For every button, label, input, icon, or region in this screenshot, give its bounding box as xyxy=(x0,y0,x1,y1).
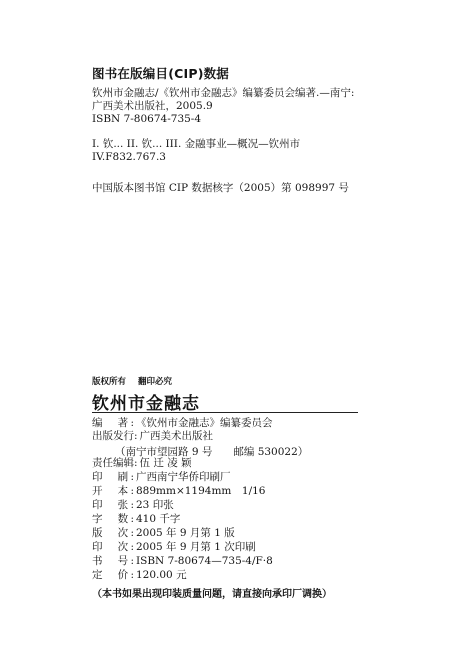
row-printer xyxy=(92,471,231,484)
row-printing xyxy=(92,541,256,554)
no-reprint-label: 翻印必究 xyxy=(138,377,173,387)
row-label: 书 号: xyxy=(92,555,134,567)
row-value: 广西美术出版社 xyxy=(139,430,214,442)
row-value: ISBN 7-80674—735-4/F·8 xyxy=(136,555,273,567)
cip-publisher-line: 广西美术出版社，2005.9 xyxy=(92,100,213,112)
cip-data-number-line: 中国版本图书馆 CIP 数据核字（2005）第 098997 号 xyxy=(92,182,349,194)
cip-catalog-line: 钦州市金融志/《钦州市金融志》编纂委员会编著.—南宁: xyxy=(92,87,355,99)
row-value: 2005 年 9 月第 1 次印刷 xyxy=(136,541,256,553)
row-label: 印 次: xyxy=(92,541,134,553)
book-title: 钦州市金融志 xyxy=(92,394,200,414)
row-format xyxy=(92,485,265,498)
cip-isbn-line: ISBN 7-80674-735-4 xyxy=(92,113,202,125)
row-value: 广西南宁华侨印刷厂 xyxy=(136,471,231,483)
row-value: 2005 年 9 月第 1 版 xyxy=(136,527,235,539)
row-edition xyxy=(92,527,235,540)
row-author xyxy=(92,417,273,430)
row-value: 410 千字 xyxy=(136,513,181,525)
row-price xyxy=(92,569,187,582)
row-label: 印 刷: xyxy=(92,471,134,483)
row-value: 889mm×1194mm 1/16 xyxy=(136,485,266,497)
row-label: 责任编辑: xyxy=(92,457,138,469)
rights-reserved-label: 版权所有 xyxy=(92,377,127,387)
row-label: 编 著: xyxy=(92,417,134,429)
row-value: 23 印张 xyxy=(136,499,174,511)
row-editor xyxy=(92,457,192,470)
row-label: 印 张: xyxy=(92,499,134,511)
row-sheets xyxy=(92,499,174,512)
row-label: 定 价: xyxy=(92,569,134,581)
cip-title: 图书在版编目(CIP)数据 xyxy=(92,66,230,81)
row-address: （南宁市望园路 9 号 邮编 530022） xyxy=(115,446,309,458)
row-value: 伍 迁 凌 颖 xyxy=(139,457,192,469)
title-divider xyxy=(92,412,358,413)
rights-notice xyxy=(92,375,172,387)
row-label: 版 次: xyxy=(92,527,134,539)
row-label: 出版发行: xyxy=(92,430,138,442)
cip-classification-line: IV.F832.767.3 xyxy=(92,151,166,163)
quality-notice: （本书如果出现印装质量问题，请直接向承印厂调换） xyxy=(92,589,332,600)
row-publisher xyxy=(92,430,213,443)
row-label: 字 数: xyxy=(92,513,134,525)
row-label: 开 本: xyxy=(92,485,134,497)
row-book-number xyxy=(92,555,273,568)
row-value: 120.00 元 xyxy=(136,569,187,581)
row-word-count xyxy=(92,513,180,526)
row-value: 《钦州市金融志》编纂委员会 xyxy=(136,417,273,429)
cip-subject-line: I. 钦... II. 钦... III. 金融事业—概况—钦州市 xyxy=(92,138,301,150)
